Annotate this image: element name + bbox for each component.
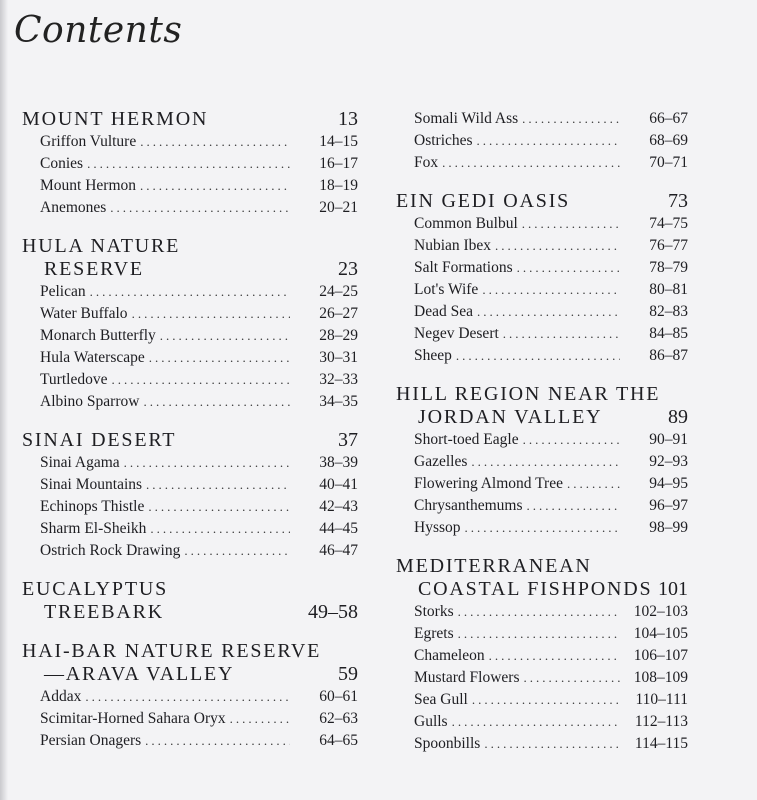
toc-entry[interactable] xyxy=(396,279,688,301)
section-heading-text: —ARAVA VALLEY xyxy=(44,663,235,685)
entry-title: Gulls xyxy=(414,713,448,730)
dot-leader xyxy=(143,391,290,413)
dot-leader xyxy=(145,730,290,752)
entry-title: Echinops Thistle xyxy=(40,498,145,515)
toc-section xyxy=(396,108,688,174)
toc-entry[interactable] xyxy=(22,303,358,325)
section-page-number: 89 xyxy=(668,406,688,428)
entry-pages: 40–41 xyxy=(319,476,358,493)
dot-leader xyxy=(523,429,620,451)
toc-entry[interactable] xyxy=(396,733,688,755)
dot-leader xyxy=(477,301,620,323)
entry-pages: 62–63 xyxy=(319,710,358,727)
toc-entry[interactable] xyxy=(396,130,688,152)
entry-title: Egrets xyxy=(414,625,454,642)
entry-title: Griffon Vulture xyxy=(40,133,137,150)
dot-leader xyxy=(111,369,290,391)
entry-pages: 86–87 xyxy=(649,347,688,364)
entry-title: Sea Gull xyxy=(414,691,468,708)
toc-entry[interactable] xyxy=(22,496,358,518)
dot-leader xyxy=(522,108,620,130)
dot-leader xyxy=(150,518,290,540)
entry-pages: 106–107 xyxy=(633,647,688,664)
toc-entry[interactable] xyxy=(396,108,688,130)
section-heading-text: SINAI DESERT xyxy=(22,429,177,451)
dot-leader xyxy=(442,152,620,174)
entry-title: Sinai Agama xyxy=(40,454,120,471)
toc-entry[interactable] xyxy=(396,623,688,645)
entry-pages: 16–17 xyxy=(319,155,358,172)
entry-title: Sinai Mountains xyxy=(40,476,143,493)
toc-entry[interactable] xyxy=(396,689,688,711)
page-title: Contents xyxy=(14,10,183,51)
entry-pages: 114–115 xyxy=(634,735,688,752)
toc-entry[interactable] xyxy=(396,517,688,539)
entry-title: Negev Desert xyxy=(414,325,499,342)
entry-title: Fox xyxy=(414,154,439,171)
entry-pages: 110–111 xyxy=(635,691,688,708)
dot-leader xyxy=(503,323,620,345)
entry-pages: 74–75 xyxy=(649,215,688,232)
dot-leader xyxy=(495,235,620,257)
section-page-number: 49–58 xyxy=(308,601,358,623)
section-heading[interactable] xyxy=(22,640,358,663)
entry-pages: 80–81 xyxy=(649,281,688,298)
section-heading-text: EIN GEDI OASIS xyxy=(396,190,571,212)
toc-entry[interactable] xyxy=(22,281,358,303)
toc-section xyxy=(22,640,358,752)
entry-title: Storks xyxy=(414,603,454,620)
section-heading-text: RESERVE xyxy=(44,258,144,280)
dot-leader xyxy=(90,281,290,303)
entry-title: Scimitar-Horned Sahara Oryx xyxy=(40,710,226,727)
toc-entry[interactable] xyxy=(396,213,688,235)
dot-leader xyxy=(471,451,620,473)
section-heading[interactable] xyxy=(396,406,688,429)
toc-entry[interactable] xyxy=(396,495,688,517)
section-heading[interactable] xyxy=(22,601,358,624)
entry-pages: 18–19 xyxy=(319,177,358,194)
entry-title: Sheep xyxy=(414,347,452,364)
entry-title: Gazelles xyxy=(414,453,468,470)
section-heading-text: MOUNT HERMON xyxy=(22,108,209,130)
entry-pages: 76–77 xyxy=(649,237,688,254)
dot-leader xyxy=(85,686,290,708)
toc-entry[interactable] xyxy=(396,257,688,279)
entry-pages: 14–15 xyxy=(319,133,358,150)
entry-pages: 32–33 xyxy=(319,371,358,388)
entry-title: Addax xyxy=(40,688,82,705)
entry-title: Persian Onagers xyxy=(40,732,142,749)
toc-entry[interactable] xyxy=(396,667,688,689)
section-heading-text: EUCALYPTUS xyxy=(22,578,169,600)
entry-pages: 42–43 xyxy=(319,498,358,515)
entry-title: Flowering Almond Tree xyxy=(414,475,563,492)
section-page-number: 101 xyxy=(658,578,688,600)
toc-entry[interactable] xyxy=(22,347,358,369)
entry-title: Hyssop xyxy=(414,519,461,536)
dot-leader xyxy=(456,345,620,367)
entry-pages: 112–113 xyxy=(634,713,688,730)
entry-title: Somali Wild Ass xyxy=(414,110,519,127)
entry-title: Anemones xyxy=(40,199,107,216)
entry-title: Mount Hermon xyxy=(40,177,137,194)
dot-leader xyxy=(489,645,620,667)
section-heading[interactable] xyxy=(396,555,688,578)
dot-leader xyxy=(230,708,290,730)
dot-leader xyxy=(517,257,620,279)
entry-pages: 30–31 xyxy=(319,349,358,366)
toc-section xyxy=(22,235,358,413)
toc-right-column xyxy=(396,108,688,771)
entry-pages: 20–21 xyxy=(319,199,358,216)
dot-leader xyxy=(458,623,620,645)
dot-leader xyxy=(523,667,620,689)
entry-pages: 34–35 xyxy=(319,393,358,410)
entry-title: Water Buffalo xyxy=(40,305,128,322)
toc-entry[interactable] xyxy=(22,452,358,474)
section-heading[interactable] xyxy=(22,429,358,452)
toc-entry[interactable] xyxy=(396,323,688,345)
toc-section xyxy=(396,383,688,539)
toc-entry[interactable] xyxy=(396,645,688,667)
entry-title: Spoonbills xyxy=(414,735,481,752)
dot-leader xyxy=(146,474,290,496)
dot-leader xyxy=(452,711,620,733)
entry-title: Hula Waterscape xyxy=(40,349,145,366)
toc-entry[interactable] xyxy=(22,131,358,153)
entry-title: Salt Formations xyxy=(414,259,513,276)
toc-section xyxy=(22,429,358,562)
section-heading-text: TREEBARK xyxy=(44,601,164,623)
entry-title: Pelican xyxy=(40,283,86,300)
section-heading[interactable] xyxy=(396,383,688,406)
dot-leader xyxy=(484,733,620,755)
dot-leader xyxy=(140,131,290,153)
entry-pages: 24–25 xyxy=(319,283,358,300)
entry-pages: 38–39 xyxy=(319,454,358,471)
entry-title: Turtledove xyxy=(40,371,108,388)
section-page-number: 73 xyxy=(668,190,688,212)
entry-pages: 46–47 xyxy=(319,542,358,559)
entry-pages: 98–99 xyxy=(649,519,688,536)
section-heading[interactable] xyxy=(22,258,358,281)
entry-pages: 78–79 xyxy=(649,259,688,276)
entry-pages: 82–83 xyxy=(649,303,688,320)
toc-entry[interactable] xyxy=(396,711,688,733)
dot-leader xyxy=(148,496,290,518)
section-heading-text: MEDITERRANEAN xyxy=(396,555,592,577)
section-page-number: 59 xyxy=(338,663,358,685)
entry-title: Conies xyxy=(40,155,84,172)
entry-pages: 68–69 xyxy=(649,132,688,149)
dot-leader xyxy=(477,130,620,152)
section-heading[interactable] xyxy=(22,663,358,686)
dot-leader xyxy=(124,452,290,474)
entry-pages: 102–103 xyxy=(633,603,688,620)
entry-pages: 60–61 xyxy=(319,688,358,705)
entry-title: Lot's Wife xyxy=(414,281,479,298)
entry-title: Chrysanthemums xyxy=(414,497,523,514)
entry-title: Dead Sea xyxy=(414,303,473,320)
section-heading-text: JORDAN VALLEY xyxy=(418,406,603,428)
toc-entry[interactable] xyxy=(22,708,358,730)
entry-title: Common Bulbul xyxy=(414,215,518,232)
toc-section xyxy=(22,108,358,219)
entry-pages: 26–27 xyxy=(319,305,358,322)
entry-pages: 28–29 xyxy=(319,327,358,344)
toc-entry[interactable] xyxy=(22,153,358,175)
entry-title: Sharm El-Sheikh xyxy=(40,520,147,537)
dot-leader xyxy=(567,473,620,495)
section-heading-text: COASTAL FISHPONDS xyxy=(418,578,653,600)
dot-leader xyxy=(527,495,621,517)
entry-pages: 70–71 xyxy=(649,154,688,171)
toc-entry[interactable] xyxy=(22,175,358,197)
entry-pages: 66–67 xyxy=(649,110,688,127)
section-heading-text: HULA NATURE xyxy=(22,235,181,257)
toc-entry[interactable] xyxy=(22,197,358,219)
toc-section xyxy=(396,555,688,755)
toc-entry[interactable] xyxy=(396,601,688,623)
toc-entry[interactable] xyxy=(22,369,358,391)
toc-entry[interactable] xyxy=(22,474,358,496)
entry-pages: 90–91 xyxy=(649,431,688,448)
toc-entry[interactable] xyxy=(396,301,688,323)
section-page-number: 37 xyxy=(338,429,358,451)
toc-entry[interactable] xyxy=(22,730,358,752)
entry-title: Mustard Flowers xyxy=(414,669,520,686)
section-heading-text: HAI-BAR NATURE RESERVE xyxy=(22,640,322,662)
entry-title: Nubian Ibex xyxy=(414,237,492,254)
entry-pages: 64–65 xyxy=(319,732,358,749)
entry-pages: 96–97 xyxy=(649,497,688,514)
toc-entry[interactable] xyxy=(22,540,358,562)
toc-entry[interactable] xyxy=(22,391,358,413)
dot-leader xyxy=(149,347,290,369)
section-heading[interactable] xyxy=(22,235,358,258)
toc-entry[interactable] xyxy=(396,451,688,473)
dot-leader xyxy=(132,303,290,325)
entry-pages: 104–105 xyxy=(633,625,688,642)
dot-leader xyxy=(458,601,620,623)
dot-leader xyxy=(472,689,620,711)
entry-title: Ostrich Rock Drawing xyxy=(40,542,181,559)
entry-pages: 94–95 xyxy=(649,475,688,492)
toc-entry[interactable] xyxy=(22,686,358,708)
toc-entry[interactable] xyxy=(396,345,688,367)
toc-entry[interactable] xyxy=(22,518,358,540)
section-page-number: 13 xyxy=(338,108,358,130)
entry-pages: 44–45 xyxy=(319,520,358,537)
entry-title: Albino Sparrow xyxy=(40,393,140,410)
entry-title: Chameleon xyxy=(414,647,485,664)
entry-title: Short-toed Eagle xyxy=(414,431,519,448)
dot-leader xyxy=(110,197,290,219)
dot-leader xyxy=(522,213,620,235)
dot-leader xyxy=(482,279,620,301)
toc-entry[interactable] xyxy=(22,325,358,347)
entry-title: Monarch Butterfly xyxy=(40,327,156,344)
dot-leader xyxy=(140,175,290,197)
entry-pages: 108–109 xyxy=(633,669,688,686)
toc-entry[interactable] xyxy=(396,429,688,451)
section-heading[interactable] xyxy=(396,190,688,213)
entry-pages: 92–93 xyxy=(649,453,688,470)
entry-pages: 84–85 xyxy=(649,325,688,342)
dot-leader xyxy=(465,517,620,539)
toc-section xyxy=(396,190,688,367)
section-heading[interactable] xyxy=(396,578,688,601)
toc-section xyxy=(22,578,358,624)
page-gutter-shadow xyxy=(0,0,8,800)
section-heading-text: HILL REGION NEAR THE xyxy=(396,383,661,405)
dot-leader xyxy=(184,540,290,562)
toc-entry[interactable] xyxy=(396,235,688,257)
section-heading[interactable] xyxy=(22,578,358,601)
toc-entry[interactable] xyxy=(396,473,688,495)
section-page-number: 23 xyxy=(338,258,358,280)
dot-leader xyxy=(160,325,290,347)
toc-left-column xyxy=(22,108,358,768)
toc-entry[interactable] xyxy=(396,152,688,174)
section-heading[interactable] xyxy=(22,108,358,131)
entry-title: Ostriches xyxy=(414,132,473,149)
dot-leader xyxy=(87,153,290,175)
